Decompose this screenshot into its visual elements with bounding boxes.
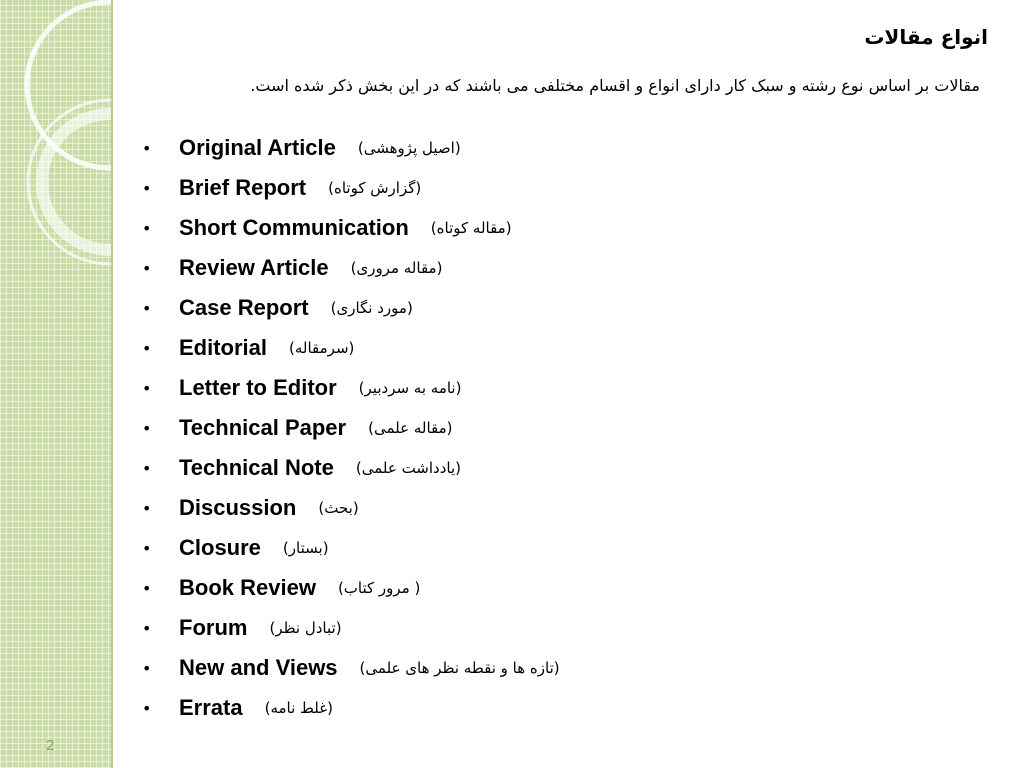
article-type-persian: (سرمقاله) [289,339,355,357]
list-item [142,688,560,728]
list-item [142,128,560,168]
article-type-english: Closure [179,535,261,560]
list-item [142,488,560,528]
bullet-icon: • [142,538,152,558]
article-type-english: Discussion [179,495,297,520]
list-item [142,568,560,608]
article-type-persian: (مورد نگاری) [330,299,413,317]
article-type-english: Technical Note [179,455,334,480]
article-type-persian: (اصیل پژوهشی) [357,139,461,157]
article-type-persian: (غلط نامه) [264,699,333,717]
bullet-icon: • [142,498,152,518]
article-type-persian: (مرور کتاب ) [337,579,421,597]
list-item [142,528,560,568]
decorative-circles [0,0,113,768]
slide-title: انواع مقالات [864,25,988,49]
list-item [142,408,560,448]
article-type-english: Editorial [179,335,268,360]
article-type-english: Case Report [179,295,309,320]
list-item [142,248,560,288]
intro-text: مقالات بر اساس نوع رشته و سبک کار دارای انواع و اقسام مختلفی می باشند که در این بخش ذکر شده است. [250,76,980,95]
list-item [142,368,560,408]
article-type-persian: (تبادل نظر) [269,619,342,637]
article-type-persian: (مقاله کوتاه) [430,219,512,237]
bullet-icon: • [142,338,152,358]
list-item [142,208,560,248]
article-type-english: Short Communication [179,215,409,240]
bullet-icon: • [142,218,152,238]
article-type-persian: (بحث) [318,499,359,517]
bullet-icon: • [142,658,152,678]
bullet-icon: • [142,618,152,638]
article-type-english: Original Article [179,135,336,160]
article-type-persian: (مقاله مروری) [350,259,443,277]
list-item [142,288,560,328]
article-type-persian: (یادداشت علمی) [355,459,462,477]
article-type-english: Letter to Editor [179,375,337,400]
article-type-english: Technical Paper [179,415,347,440]
bullet-icon: • [142,298,152,318]
list-item [142,328,560,368]
article-type-persian: (نامه به سردبیر) [358,379,462,397]
side-panel-edge [111,0,113,768]
bullet-icon: • [142,698,152,718]
article-type-english: Brief Report [179,175,307,200]
article-type-english: New and Views [179,655,338,680]
slide-number: 2 [46,737,55,754]
bullet-icon: • [142,258,152,278]
decorative-side-panel [0,0,113,768]
bullet-icon: • [142,578,152,598]
list-item [142,168,560,208]
article-type-persian: (مقاله علمی) [368,419,453,437]
article-type-persian: (بستار) [282,539,329,557]
article-type-english: Book Review [179,575,316,600]
list-item [142,608,560,648]
bullet-icon: • [142,138,152,158]
bullet-icon: • [142,418,152,438]
list-item [142,448,560,488]
list-item [142,648,560,688]
bullet-icon: • [142,458,152,478]
article-type-english: Forum [179,615,248,640]
article-type-english: Errata [179,695,243,720]
bullet-icon: • [142,178,152,198]
article-types-list [142,128,560,728]
article-type-persian: (گزارش کوتاه) [328,179,422,197]
bullet-icon: • [142,378,152,398]
article-type-persian: (تازه ها و نقطه نظر های علمی) [359,659,560,677]
article-type-english: Review Article [179,255,329,280]
